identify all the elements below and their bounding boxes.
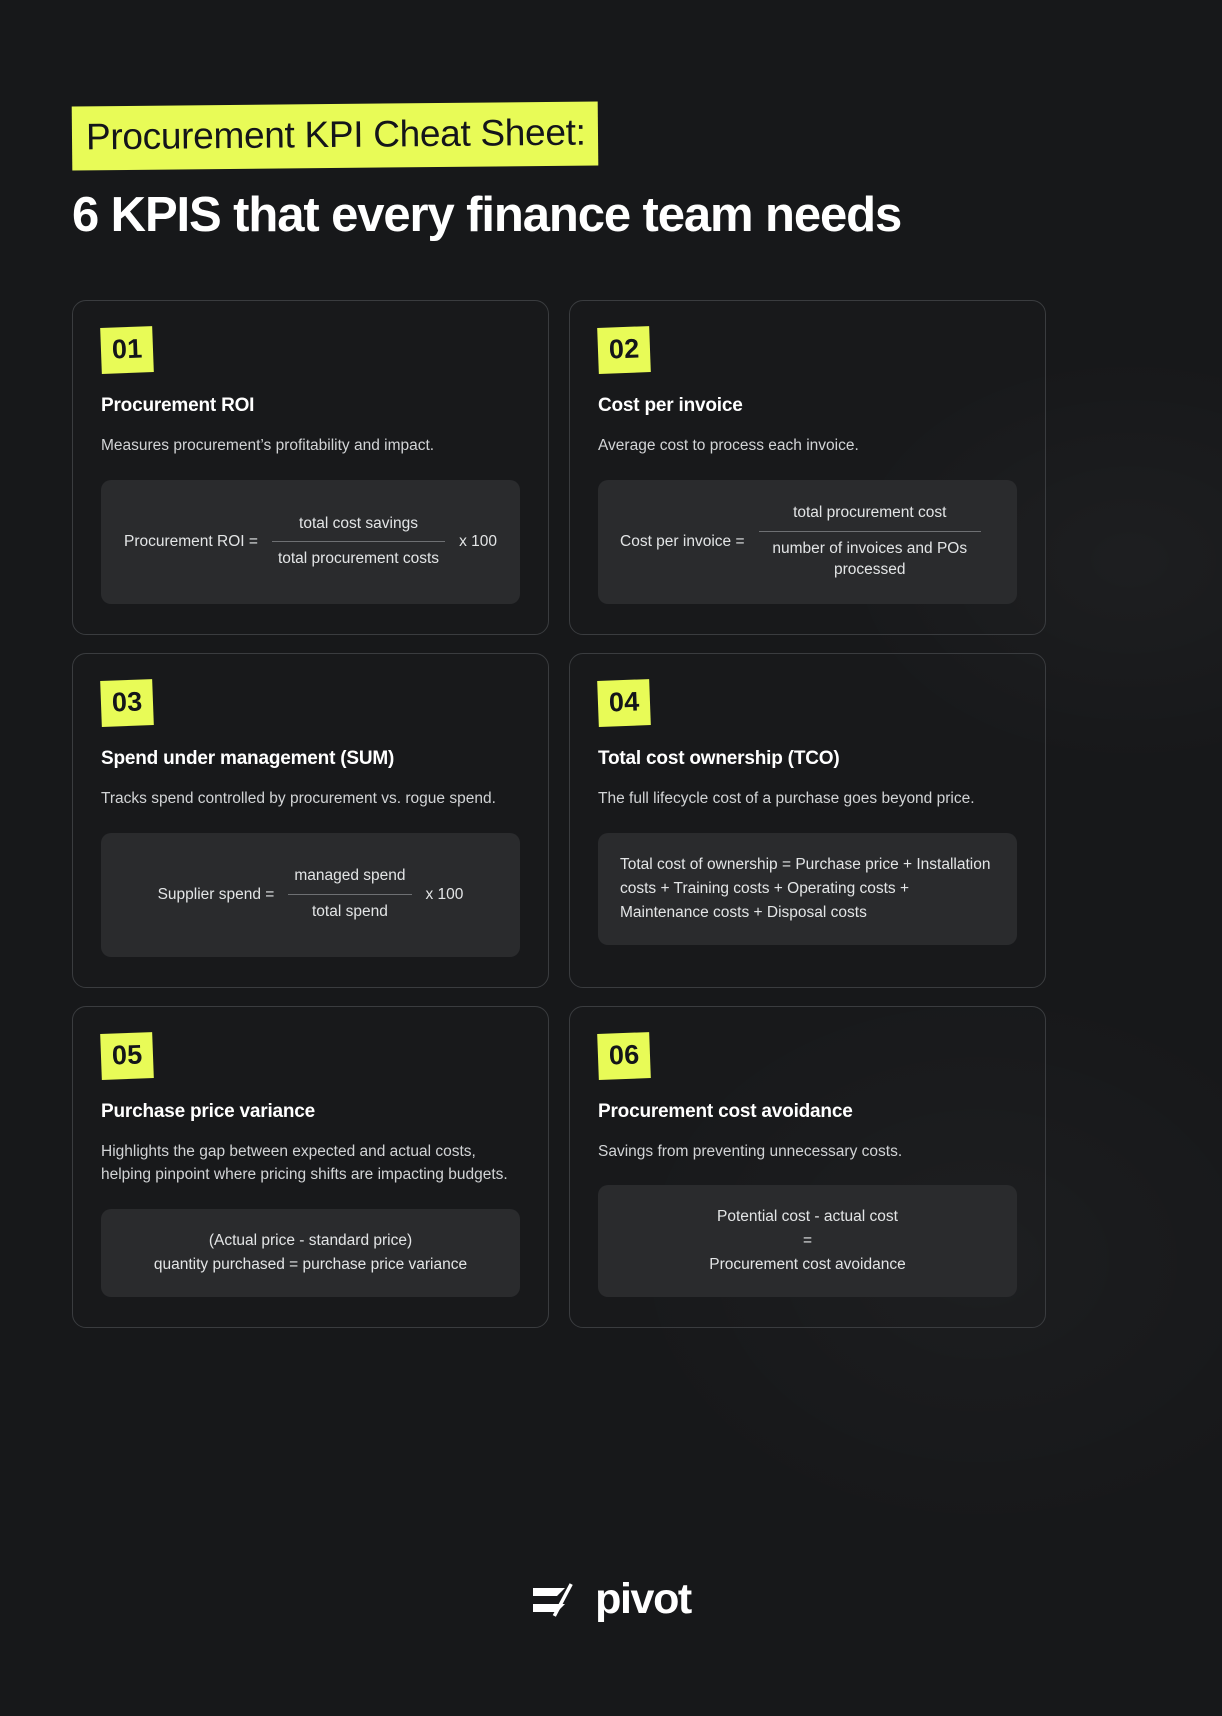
formula-line: Total cost of ownership = Purchase price + Installation costs + Training costs + Operating costs + Maintenance costs + Disposal costs	[620, 855, 991, 921]
kpi-card-04	[569, 653, 1046, 988]
kpi-description: Highlights the gap between expected and actual costs, helping pinpoint where pricing shifts are impacting budgets.	[101, 1142, 508, 1184]
kpi-card-01	[72, 300, 549, 635]
kpi-formula-box	[598, 833, 1017, 945]
formula-rhs: x 100	[425, 885, 464, 903]
formula-line: =	[802, 1232, 813, 1250]
header	[72, 0, 1150, 242]
formula-line: Procurement cost avoidance	[709, 1256, 906, 1274]
pivot-arrow-icon	[531, 1580, 577, 1620]
kpi-title: Procurement ROI	[101, 395, 255, 417]
highlight-title-wrap	[72, 104, 598, 168]
formula-numerator: total procurement cost	[793, 504, 947, 522]
formula-line: (Actual price - standard price)	[208, 1231, 413, 1249]
kpi-number-badge: 06	[597, 1032, 651, 1080]
formula-lhs: Procurement ROI =	[124, 532, 258, 550]
formula-numerator: total cost savings	[299, 514, 418, 532]
kpi-number-badge: 01	[100, 326, 154, 374]
brand-name: pivot	[595, 1575, 691, 1623]
kpi-card-03	[72, 653, 549, 988]
formula-fraction	[288, 866, 411, 923]
footer-brand	[0, 1575, 1222, 1624]
kpi-description: Measures procurement’s profitability and impact.	[101, 437, 435, 455]
kpi-title: Procurement cost avoidance	[598, 1100, 853, 1122]
formula-fraction	[272, 514, 445, 571]
kpi-title: Spend under management (SUM)	[101, 747, 395, 769]
kpi-number-badge: 05	[100, 1032, 154, 1080]
kpi-description: Savings from preventing unnecessary costs.	[598, 1142, 903, 1160]
formula-rhs: x 100	[459, 532, 497, 550]
kpi-formula-box	[598, 480, 1017, 604]
kpi-formula-box	[598, 1185, 1017, 1297]
formula-fraction	[759, 503, 982, 581]
formula-denominator: total procurement costs	[277, 550, 440, 568]
formula-denominator: total spend	[311, 903, 388, 921]
page-subtitle: Procurement KPI Cheat Sheet:	[72, 101, 598, 170]
kpi-card-grid	[72, 300, 1150, 1328]
kpi-card-05	[72, 1006, 549, 1329]
kpi-title: Cost per invoice	[598, 395, 743, 417]
formula-numerator: managed spend	[294, 867, 406, 885]
kpi-number-badge: 03	[100, 679, 154, 727]
kpi-title: Total cost ownership (TCO)	[598, 747, 840, 769]
kpi-card-02	[569, 300, 1046, 635]
kpi-formula-box	[101, 1209, 520, 1297]
kpi-formula-box	[101, 833, 520, 957]
formula-line: Potential cost - actual cost	[717, 1208, 898, 1226]
kpi-number-badge: 02	[597, 326, 651, 374]
page-title: 6 KPIS that every finance team needs	[72, 187, 902, 242]
kpi-title: Purchase price variance	[101, 1100, 316, 1122]
kpi-number-badge: 04	[597, 679, 651, 727]
kpi-description: The full lifecycle cost of a purchase goes beyond price.	[598, 789, 975, 807]
kpi-description: Average cost to process each invoice.	[598, 437, 859, 455]
kpi-description: Tracks spend controlled by procurement vs. rogue spend.	[101, 789, 496, 807]
formula-denominator: number of invoices and POs processed	[772, 540, 968, 578]
kpi-card-06	[569, 1006, 1046, 1329]
formula-lhs: Cost per invoice =	[620, 532, 745, 550]
formula-lhs: Supplier spend =	[157, 885, 275, 903]
kpi-formula-box	[101, 480, 520, 604]
formula-line: quantity purchased = purchase price variance	[153, 1255, 468, 1273]
